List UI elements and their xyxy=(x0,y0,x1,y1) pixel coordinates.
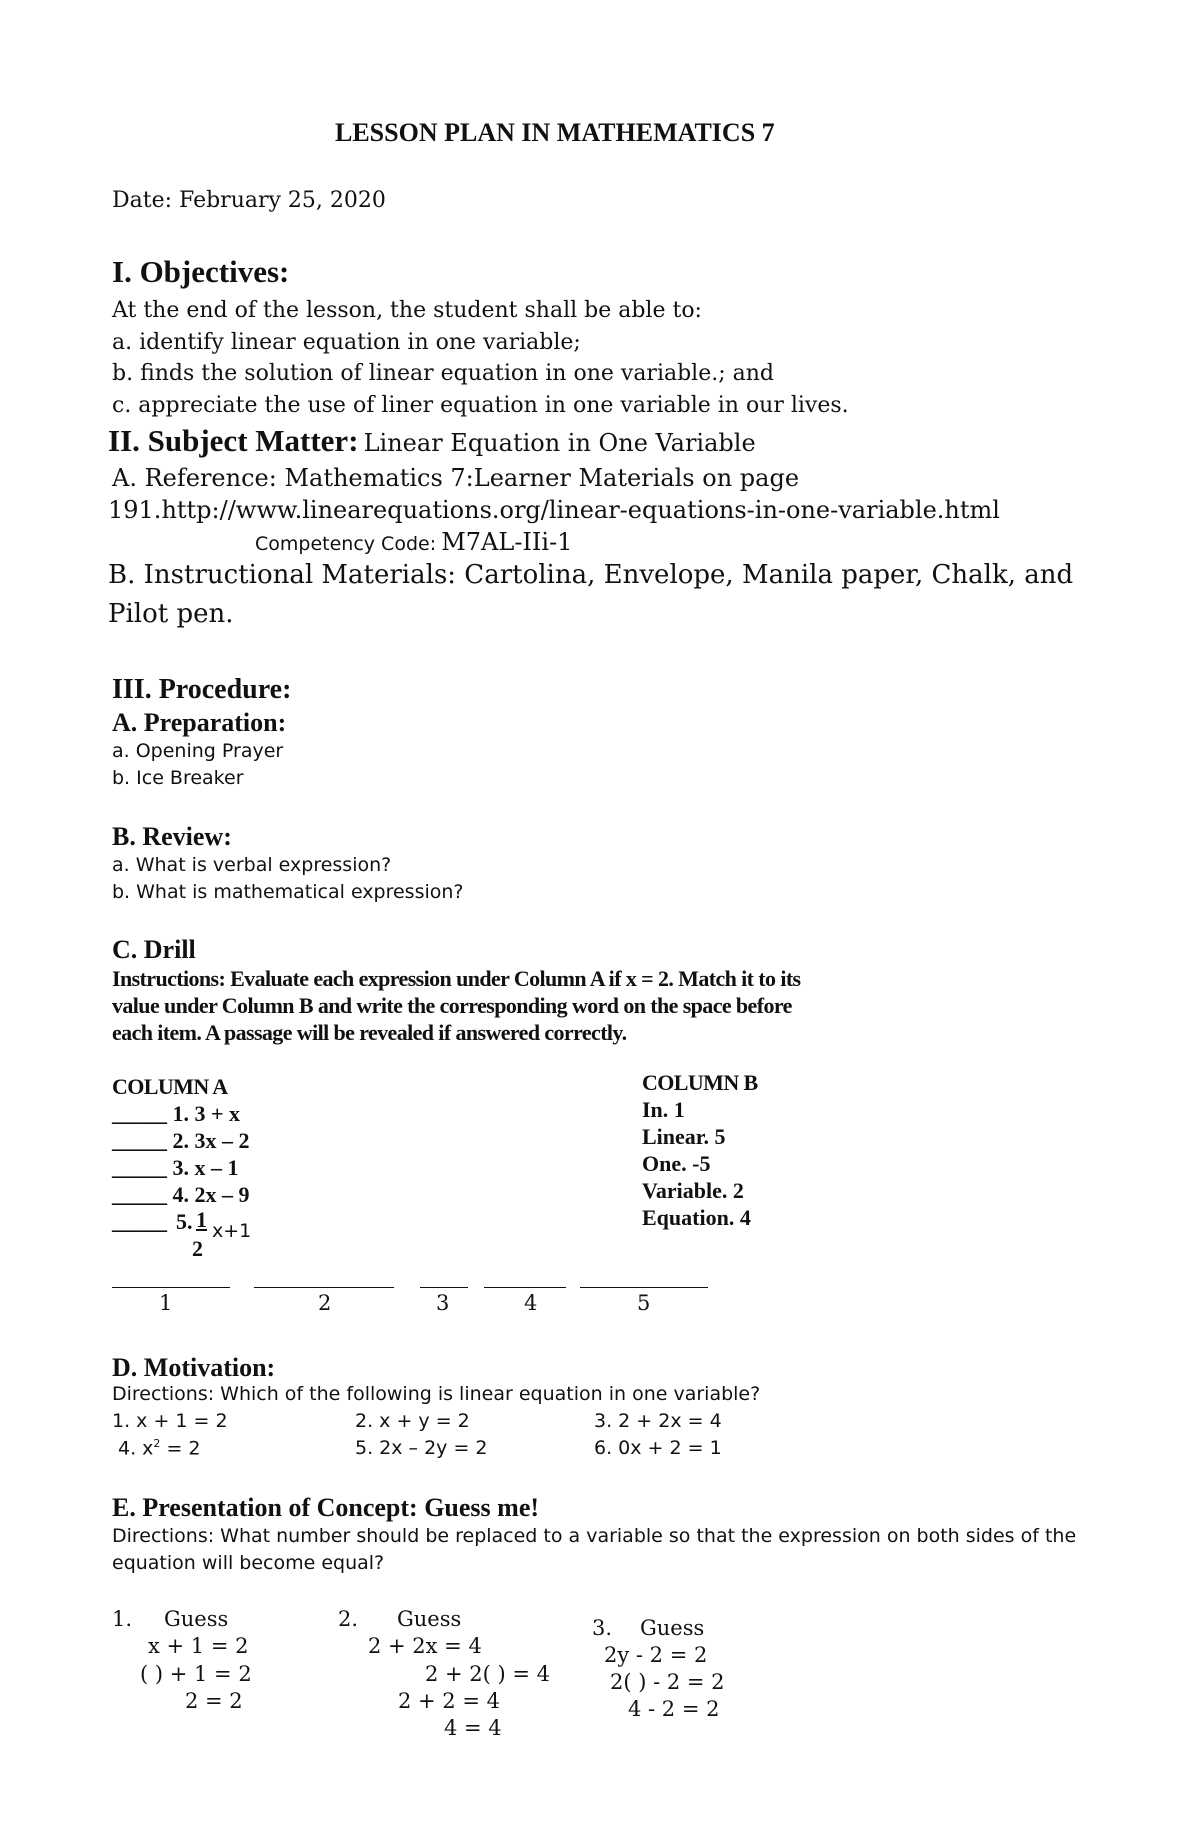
guess-1-step: x + 1 = 2 xyxy=(148,1634,249,1658)
drill-instructions: value under Column B and write the corresponding word on the space before xyxy=(112,993,792,1018)
competency-code: M7AL-IIi-1 xyxy=(441,528,573,556)
column-a-item: _____ 1. 3 + x xyxy=(112,1101,241,1126)
guess-1-step: 2 = 2 xyxy=(185,1689,243,1713)
answer-blank-3 xyxy=(420,1287,468,1288)
motivation-item-4 xyxy=(118,1438,201,1460)
answer-number: 2 xyxy=(318,1291,332,1315)
competency-line xyxy=(255,529,572,557)
preparation-item: b. Ice Breaker xyxy=(112,767,244,789)
guess-2-step: 2 + 2( ) = 4 xyxy=(425,1662,551,1686)
review-heading: B. Review: xyxy=(112,822,232,851)
answer-blank-1 xyxy=(112,1287,230,1288)
guess-3-step: 2( ) - 2 = 2 xyxy=(610,1670,725,1694)
materials-line: Pilot pen. xyxy=(108,599,234,629)
guess-3-number: 3. xyxy=(592,1616,613,1640)
materials-line: B. Instructional Materials: Cartolina, Envelope, Manila paper, Chalk, and xyxy=(108,560,1074,590)
objective-item: c. appreciate the use of liner equation in one variable in our lives. xyxy=(112,393,849,418)
column-b-item: Linear. 5 xyxy=(642,1124,726,1149)
column-a-item-5-number: 5. xyxy=(176,1209,193,1234)
guess-2-step: 4 = 4 xyxy=(444,1716,502,1740)
column-a-heading: COLUMN A xyxy=(112,1074,228,1099)
guess-2-step: 2 + 2x = 4 xyxy=(368,1634,482,1658)
subject-matter-topic: Linear Equation in One Variable xyxy=(363,429,756,457)
lesson-date: Date: February 25, 2020 xyxy=(112,188,386,213)
column-a-item: _____ 3. x – 1 xyxy=(112,1155,239,1180)
answer-number: 4 xyxy=(524,1291,538,1315)
column-a-item: _____ 4. 2x – 9 xyxy=(112,1182,250,1207)
column-b-item: In. 1 xyxy=(642,1097,685,1122)
guess-2-number: 2. xyxy=(338,1607,359,1631)
guess-3-step: 4 - 2 = 2 xyxy=(628,1697,720,1721)
review-item: a. What is verbal expression? xyxy=(112,854,392,876)
answer-number: 5 xyxy=(637,1291,651,1315)
motivation-item: 2. x + y = 2 xyxy=(355,1410,470,1432)
column-a-item-5-blank: _____ xyxy=(112,1209,167,1234)
guess-1-step: ( ) + 1 = 2 xyxy=(140,1662,252,1686)
guess-1-label: Guess xyxy=(164,1607,229,1631)
answer-number: 3 xyxy=(436,1291,450,1315)
drill-instructions: each item. A passage will be revealed if answered correctly. xyxy=(112,1020,627,1045)
reference-line: A. Reference: Mathematics 7:Learner Materials on page xyxy=(112,464,800,492)
answer-number: 1 xyxy=(159,1291,173,1315)
guess-2-label: Guess xyxy=(397,1607,462,1631)
guess-1-number: 1. xyxy=(112,1607,133,1631)
procedure-heading: III. Procedure: xyxy=(112,674,292,705)
subject-matter-line xyxy=(108,423,756,459)
objectives-heading: I. Objectives: xyxy=(112,254,290,289)
competency-label: Competency Code: xyxy=(255,533,437,555)
page-title: LESSON PLAN IN MATHEMATICS 7 xyxy=(335,118,775,147)
column-b-item: Equation. 4 xyxy=(642,1205,751,1230)
column-b-item: Variable. 2 xyxy=(642,1178,744,1203)
motivation-item-4-suffix: = 2 xyxy=(160,1437,201,1460)
objective-item: a. identify linear equation in one variable; xyxy=(112,330,581,355)
preparation-item: a. Opening Prayer xyxy=(112,740,284,762)
column-b-heading: COLUMN B xyxy=(642,1070,758,1095)
motivation-item: 6. 0x + 2 = 1 xyxy=(594,1437,722,1459)
motivation-item: 5. 2x – 2y = 2 xyxy=(355,1437,488,1459)
guess-3-step: 2y - 2 = 2 xyxy=(604,1643,708,1667)
preparation-heading: A. Preparation: xyxy=(112,708,287,737)
answer-blank-2 xyxy=(254,1287,394,1288)
presentation-directions: equation will become equal? xyxy=(112,1552,385,1574)
motivation-item-4-prefix: 4. x xyxy=(118,1437,154,1460)
answer-blank-5 xyxy=(580,1287,708,1288)
drill-instructions: Instructions: Evaluate each expression under Column A if x = 2. Match it to its xyxy=(112,966,801,991)
column-b-item: One. -5 xyxy=(642,1151,711,1176)
superscript-two: 2 xyxy=(153,1437,161,1450)
objective-item: b. finds the solution of linear equation in one variable.; and xyxy=(112,361,775,386)
fraction-expression: x+1 xyxy=(212,1220,252,1242)
review-item: b. What is mathematical expression? xyxy=(112,881,464,903)
motivation-item: 1. x + 1 = 2 xyxy=(112,1410,228,1432)
fraction-denominator: 2 xyxy=(192,1236,203,1261)
presentation-heading: E. Presentation of Concept: Guess me! xyxy=(112,1493,540,1522)
guess-2-step: 2 + 2 = 4 xyxy=(398,1689,500,1713)
motivation-item: 3. 2 + 2x = 4 xyxy=(594,1410,722,1432)
drill-heading: C. Drill xyxy=(112,935,196,964)
motivation-heading: D. Motivation: xyxy=(112,1353,276,1382)
motivation-directions: Directions: Which of the following is linear equation in one variable? xyxy=(112,1383,761,1405)
fraction-numerator: 1 xyxy=(196,1207,207,1232)
reference-url: 191.http://www.linearequations.org/linear-equations-in-one-variable.html xyxy=(108,496,1000,524)
guess-3-label: Guess xyxy=(640,1616,705,1640)
objectives-intro: At the end of the lesson, the student shall be able to: xyxy=(112,298,702,323)
answer-blank-4 xyxy=(484,1287,566,1288)
presentation-directions: Directions: What number should be replaced to a variable so that the expression on both sides of the xyxy=(112,1525,1077,1547)
column-a-item: _____ 2. 3x – 2 xyxy=(112,1128,250,1153)
subject-matter-heading: II. Subject Matter: xyxy=(108,423,359,458)
